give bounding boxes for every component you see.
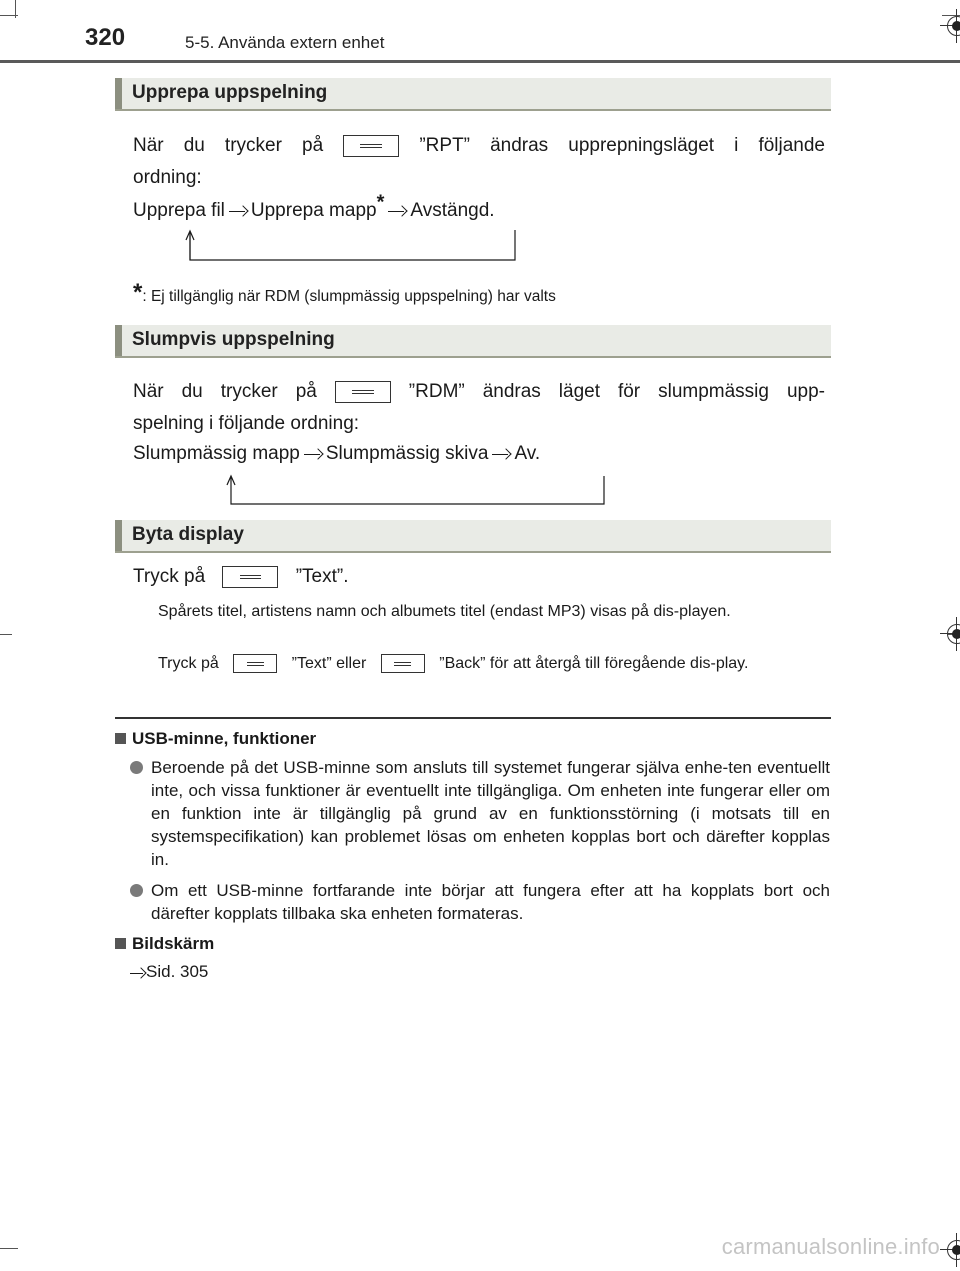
- text: ”RPT” ändras upprepningsläget i följande: [419, 135, 825, 156]
- bullet-dot-icon: [130, 761, 143, 774]
- repeat-line-2: ordning:: [133, 167, 202, 188]
- page-reference-link[interactable]: [130, 962, 208, 982]
- list-item: [130, 756, 830, 871]
- display-note-2: [158, 652, 826, 675]
- heading-random: [115, 325, 831, 358]
- registration-mark-icon: [944, 621, 960, 647]
- button-icon: [233, 654, 277, 673]
- heading-text: Bildskärm: [132, 934, 215, 953]
- heading-accent: [115, 325, 122, 356]
- loop-back-arrow-icon: [222, 474, 614, 510]
- crop-mark: [15, 0, 16, 18]
- display-line-1: [133, 561, 825, 593]
- arrow-right-icon: [388, 206, 406, 216]
- text: Tryck på: [133, 566, 206, 587]
- sequence-step: Upprepa fil: [133, 200, 225, 221]
- random-sequence: [133, 438, 825, 470]
- asterisk: *: [376, 191, 385, 214]
- reference-text: Sid. 305: [146, 962, 209, 981]
- square-bullet-icon: [115, 733, 126, 744]
- arrow-right-icon: [492, 449, 510, 459]
- registration-mark-icon: [944, 13, 960, 39]
- arrow-right-icon: [229, 206, 247, 216]
- text: När du trycker på: [133, 381, 317, 402]
- random-line-1: [133, 376, 825, 408]
- heading-text: Upprepa uppspelning: [132, 82, 328, 103]
- list-item-text: Om ett USB-minne fortfarande inte börjar att fungera efter att ha kopplats bort och därefter kopplats tillbaka ska enheten formateras.: [151, 881, 830, 923]
- button-icon: [381, 654, 425, 673]
- square-bullet-icon: [115, 938, 126, 949]
- heading-accent: [115, 78, 122, 109]
- button-icon: [335, 381, 391, 403]
- sequence-step: Slumpmässig mapp: [133, 443, 300, 464]
- repeat-line-1: [133, 130, 825, 162]
- list-item: [130, 879, 830, 925]
- usb-heading: [115, 729, 316, 749]
- text: ”Text”.: [295, 566, 349, 587]
- watermark: carmanualsonline.info: [721, 1234, 940, 1259]
- heading-text: Slumpvis uppspelning: [132, 329, 335, 350]
- button-icon: [343, 135, 399, 157]
- header-rule: [0, 60, 960, 63]
- registration-mark-icon: [944, 1237, 960, 1263]
- heading-display: [115, 520, 831, 553]
- repeat-sequence: [133, 191, 825, 227]
- text: ”Back” för att återgå till föregående dis-play.: [439, 655, 749, 672]
- heading-text: USB-minne, funktioner: [132, 729, 317, 748]
- sequence-step: Upprepa mapp: [250, 200, 377, 221]
- divider: [115, 717, 831, 719]
- loop-back-arrow-icon: [180, 228, 525, 266]
- heading-repeat: [115, 78, 831, 111]
- text: ”RDM” ändras läget för slumpmässig upp-: [408, 381, 825, 402]
- button-icon: [222, 566, 278, 588]
- screen-heading: [115, 934, 214, 954]
- asterisk: *: [133, 279, 143, 306]
- heading-text: Byta display: [132, 524, 244, 545]
- crop-mark: [0, 634, 12, 635]
- section-title: 5-5. Använda extern enhet: [185, 33, 385, 52]
- page-number: 320: [85, 24, 126, 51]
- repeat-footnote: [133, 281, 825, 313]
- sequence-step: Av.: [514, 443, 541, 464]
- footnote-text: : Ej tillgänglig när RDM (slumpmässig uppspelning) har valts: [142, 288, 556, 305]
- arrow-right-icon: [304, 449, 322, 459]
- heading-accent: [115, 520, 122, 551]
- bullet-dot-icon: [130, 884, 143, 897]
- text: När du trycker på: [133, 135, 324, 156]
- list-item-text: Beroende på det USB-minne som ansluts till systemet fungerar själva enhe-ten eventuellt inte, och vissa funktioner är eventuellt inte tillgängliga. Om enheten inte fungerar eller om en funktion inte är tillgänglig på grund av en funktionsstörning (i motsats till en systemspecifikation) kan problemet lösas om enheten kopplas bort och därefter kopplas in.: [151, 758, 830, 869]
- text: ”Text” eller: [291, 655, 367, 672]
- crop-mark: [0, 1248, 18, 1249]
- sequence-step: Slumpmässig skiva: [325, 443, 489, 464]
- random-line-2: spelning i följande ordning:: [133, 413, 360, 434]
- arrow-right-icon: [130, 968, 145, 978]
- sequence-step: Avstängd.: [410, 200, 495, 221]
- display-note-1: Spårets titel, artistens namn och albumets titel (endast MP3) visas på dis-playen.: [158, 603, 731, 620]
- text: Tryck på: [158, 655, 219, 672]
